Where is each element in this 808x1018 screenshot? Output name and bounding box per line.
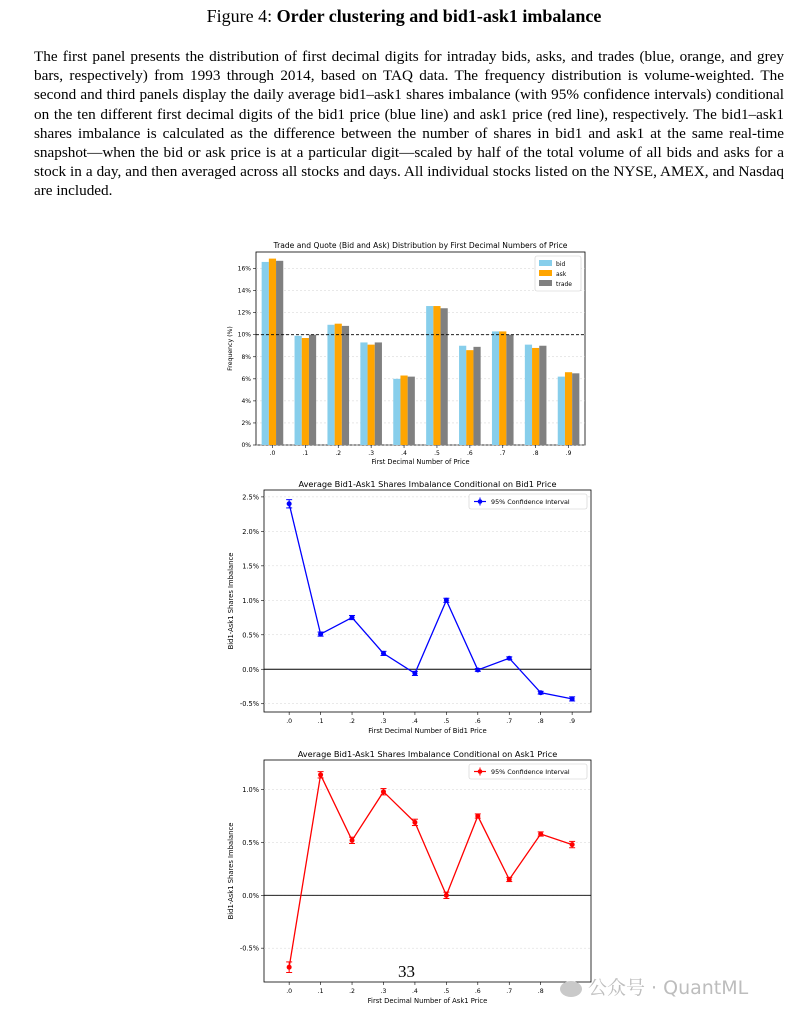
bar-bid [327, 325, 334, 445]
data-point [350, 615, 355, 620]
y-tick-label: 0% [241, 442, 251, 449]
legend-swatch-bid [539, 260, 552, 266]
bar-trade [408, 377, 415, 445]
x-tick-label: .1 [302, 450, 309, 457]
figure-caption: The first panel presents the distribution of first decimal digits for intraday bids, asks, and trades (blue, orange, and grey bars, respectively) from 1993 through 2014, based on TAQ data. The frequency distribution is volume-weighted. The second and third panels display the daily average bid1–ask1 shares imbalance (with 95% confidence intervals) conditional on the ten different first decimal digits of the bid1 price (blue line) and ask1 price (red line), respectively. The bid1–ask1 shares imbalance is calculated as the difference between the number of shares in bid1 and ask1 at the same real-time snapshot—when the bid or ask price is at a particular digit—scaled by half of the total volume of all bids and asks for a stock in a day, and then averaged across all stocks and days. All individual stocks listed on the NYSE, AMEX, and Nasdaq are included. [34, 48, 784, 200]
bar-ask [400, 376, 407, 445]
x-tick-label: .8 [537, 718, 544, 725]
legend-swatch-ask [539, 270, 552, 276]
x-axis-label: First Decimal Number of Ask1 Price [367, 997, 488, 1005]
bar-ask [499, 331, 506, 445]
x-tick-label: .9 [569, 718, 576, 725]
x-tick-label: .6 [466, 450, 473, 457]
x-tick-label: .4 [401, 450, 407, 457]
legend-swatch-trade [539, 280, 552, 286]
y-tick-label: 0.5% [242, 838, 259, 847]
y-tick-label: 2.0% [242, 527, 259, 536]
data-point [287, 501, 292, 506]
data-point [381, 789, 386, 794]
bar-trade [473, 347, 480, 445]
data-point [538, 832, 543, 837]
data-point [570, 842, 575, 847]
bar-bid [360, 342, 367, 445]
y-tick-label: 0.5% [242, 631, 259, 640]
figure-title [0, 6, 808, 27]
bar-trade [276, 261, 283, 445]
watermark-text: 公众号 · QuantML [588, 977, 749, 999]
y-tick-label: 6% [241, 375, 251, 383]
x-tick-label: .7 [499, 450, 506, 457]
x-tick-label: .5 [443, 988, 450, 995]
bar-bid [459, 346, 466, 445]
x-tick-label: .7 [506, 718, 513, 725]
y-tick-label: 1.0% [242, 596, 259, 605]
legend-label: 95% Confidence Interval [491, 768, 570, 776]
data-point [507, 877, 512, 882]
data-point [381, 651, 386, 656]
legend-marker [478, 499, 483, 504]
y-tick-label: 10% [237, 331, 251, 339]
bar-bid [295, 336, 302, 445]
watermark [560, 973, 748, 1000]
bar-bid [262, 262, 269, 445]
data-point [444, 598, 449, 603]
x-axis-label: First Decimal Number of Price [371, 458, 470, 466]
y-axis-label: Frequency (%) [227, 326, 234, 371]
bar-bid [492, 331, 499, 445]
data-point [412, 820, 417, 825]
x-tick-label: .5 [434, 450, 440, 457]
series-line-ask1 [289, 775, 572, 967]
x-tick-label: .4 [411, 988, 418, 995]
figure-title-text: Order clustering and bid1-ask1 imbalance [276, 6, 602, 26]
x-tick-label: .8 [532, 450, 539, 457]
x-tick-label: .6 [474, 988, 481, 995]
bar-ask [565, 372, 572, 445]
x-tick-label: .8 [537, 988, 544, 995]
page-number: 33 [398, 962, 415, 981]
x-tick-label: .9 [565, 450, 572, 457]
x-tick-label: .4 [411, 718, 418, 725]
y-tick-label: 0.0% [242, 891, 259, 900]
data-point [318, 632, 323, 637]
y-tick-label: 4% [241, 397, 251, 405]
data-point [412, 671, 417, 676]
bar-trade [506, 335, 513, 445]
y-axis-label: Bid1-Ask1 Shares Imbalance [227, 552, 235, 650]
legend-marker [478, 769, 483, 774]
data-point [538, 690, 543, 695]
x-tick-label: .7 [506, 988, 513, 995]
x-tick-label: .3 [368, 450, 375, 457]
bar-ask [269, 259, 276, 445]
bar-trade [539, 346, 546, 445]
bar-ask [433, 306, 440, 445]
legend-label: 95% Confidence Interval [491, 498, 570, 506]
x-tick-label: .2 [349, 718, 355, 725]
x-tick-label: .0 [286, 718, 293, 725]
plot-frame [264, 760, 591, 982]
frequency-bar-chart [224, 238, 594, 470]
data-point [444, 893, 449, 898]
bar-trade [309, 335, 316, 445]
chart-title: Average Bid1-Ask1 Shares Imbalance Conditional on Ask1 Price [297, 749, 558, 759]
bar-ask [368, 345, 375, 445]
y-tick-label: -0.5% [239, 700, 259, 709]
chart-title: Average Bid1-Ask1 Shares Imbalance Conditional on Bid1 Price [298, 479, 557, 489]
legend-label-ask: ask [556, 271, 567, 278]
y-tick-label: 14% [237, 287, 251, 295]
x-tick-label: .1 [317, 988, 324, 995]
x-tick-label: .6 [474, 718, 481, 725]
bar-trade [342, 326, 349, 445]
y-axis-label: Bid1-Ask1 Shares Imbalance [227, 822, 235, 920]
data-point [475, 814, 480, 819]
bar-ask [532, 348, 539, 445]
x-tick-label: .3 [380, 718, 387, 725]
bar-ask [302, 338, 309, 445]
bar-bid [393, 379, 400, 445]
bar-bid [558, 377, 565, 445]
y-tick-label: 1.0% [242, 786, 259, 795]
chart-title: Trade and Quote (Bid and Ask) Distribution by First Decimal Numbers of Price [273, 241, 568, 250]
bar-bid [426, 306, 433, 445]
x-tick-label: .5 [443, 718, 450, 725]
data-point [507, 656, 512, 661]
bar-trade [572, 373, 579, 445]
bar-trade [375, 342, 382, 445]
data-point [287, 965, 292, 970]
x-tick-label: .1 [317, 718, 324, 725]
bar-ask [335, 324, 342, 445]
wechat-logo-icon [560, 981, 582, 997]
legend-label-bid: bid [556, 261, 566, 268]
bar-bid [525, 345, 532, 445]
x-axis-label: First Decimal Number of Bid1 Price [368, 727, 487, 735]
x-tick-label: .3 [380, 988, 387, 995]
data-point [318, 772, 323, 777]
y-tick-label: 1.5% [242, 562, 259, 571]
x-tick-label: .0 [286, 988, 293, 995]
legend-label-trade: trade [556, 281, 572, 288]
y-tick-label: 2% [241, 419, 251, 427]
y-tick-label: 2.5% [242, 493, 259, 502]
y-tick-label: 8% [241, 353, 251, 361]
data-point [570, 696, 575, 701]
figure-label: Figure 4: [206, 6, 273, 26]
x-tick-label: .2 [349, 988, 355, 995]
bid1-imbalance-line-chart [222, 476, 597, 738]
y-tick-label: -0.5% [239, 944, 259, 953]
y-tick-label: 12% [237, 309, 251, 317]
bar-trade [441, 308, 448, 445]
data-point [475, 667, 480, 672]
bar-ask [466, 350, 473, 445]
x-tick-label: .2 [335, 450, 342, 457]
data-point [350, 838, 355, 843]
y-tick-label: 0.0% [242, 665, 259, 674]
x-tick-label: .0 [269, 450, 276, 457]
y-tick-label: 16% [237, 265, 251, 273]
